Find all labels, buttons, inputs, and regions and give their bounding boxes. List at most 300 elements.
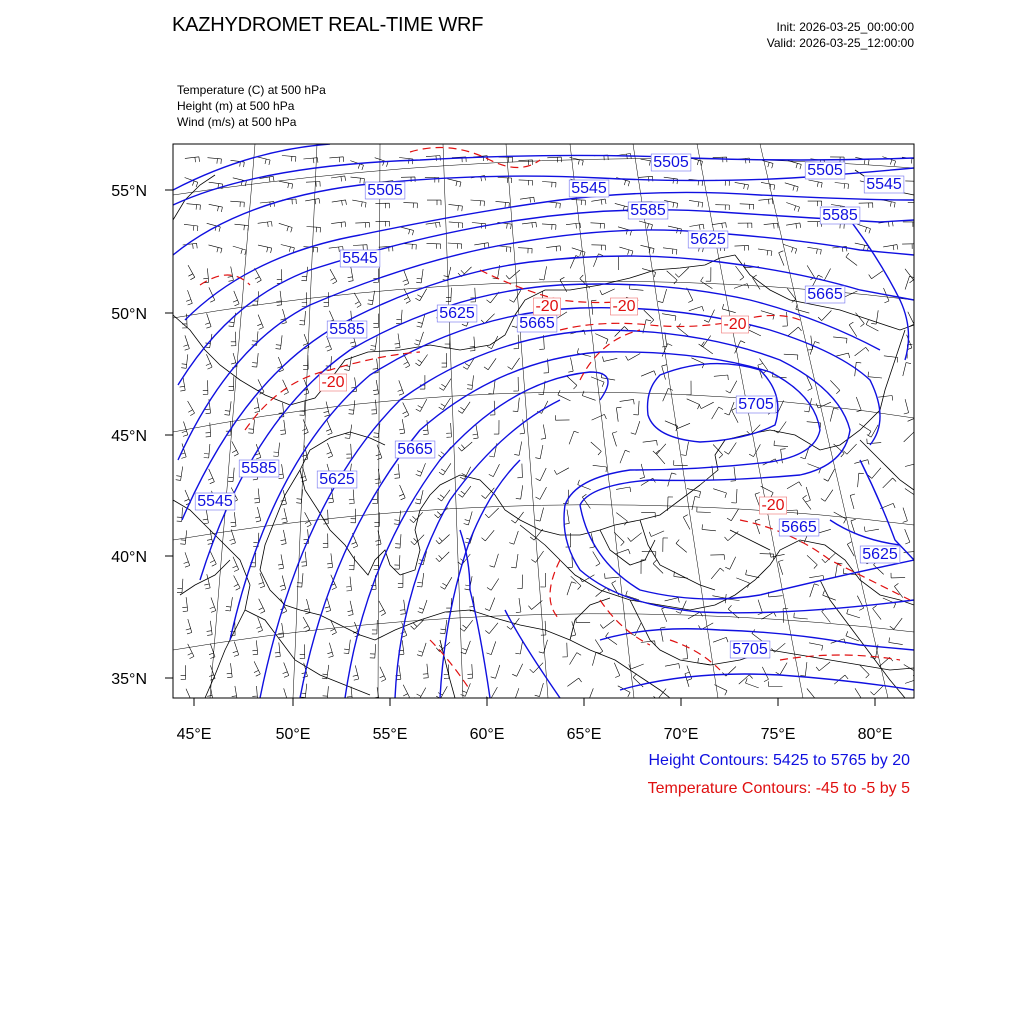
height-label: 5705	[732, 641, 768, 658]
wind-barb	[257, 315, 263, 330]
wind-barb	[374, 556, 379, 570]
temperature-contours	[200, 148, 910, 691]
wind-barb	[591, 442, 602, 455]
wind-barb	[788, 161, 802, 170]
wind-barb	[520, 197, 535, 202]
wind-barb	[782, 312, 787, 326]
wind-barb	[461, 641, 471, 654]
wind-barb	[206, 423, 211, 437]
wind-barb	[354, 293, 361, 308]
wind-barb	[528, 601, 542, 610]
wind-barb	[662, 332, 667, 347]
wind-barb	[640, 464, 645, 479]
wind-barb	[442, 353, 447, 367]
temperature-legend: Temperature Contours: -45 to -5 by 5	[647, 780, 910, 797]
wind-barb	[254, 661, 260, 676]
lon-label: 45°E	[176, 726, 212, 743]
wind-barb	[591, 223, 605, 229]
wind-barb	[903, 508, 908, 523]
wind-barb	[326, 420, 332, 435]
wind-barb	[231, 512, 237, 526]
wind-barb	[535, 445, 543, 459]
height-label: 5545	[197, 493, 233, 510]
wind-barb	[494, 420, 499, 434]
wind-barb	[368, 291, 375, 305]
wind-barb	[760, 554, 774, 560]
wind-barb	[467, 375, 474, 389]
wind-barb	[485, 598, 495, 611]
wind-barb	[514, 442, 522, 456]
wind-barb	[736, 266, 744, 280]
wind-barb	[571, 200, 585, 206]
wind-barb	[785, 183, 798, 192]
wind-barb	[281, 530, 287, 545]
wind-barb	[416, 463, 426, 476]
wind-barb	[350, 161, 363, 170]
wind-barb	[706, 267, 711, 281]
wind-barb	[821, 490, 833, 502]
wind-barb	[727, 509, 739, 521]
field-height: Height (m) at 500 hPa	[177, 99, 295, 113]
wind-barb	[404, 289, 411, 304]
wind-barb	[275, 643, 280, 657]
wind-barb	[436, 552, 449, 562]
wind-barb	[760, 160, 774, 169]
wind-barb	[725, 557, 736, 570]
wind-barb	[626, 354, 641, 361]
wind-barb	[740, 204, 754, 210]
wind-barb	[205, 313, 211, 328]
wind-barb	[542, 224, 556, 230]
wind-barb	[344, 640, 351, 654]
lat-label: 45°N	[111, 428, 147, 445]
wind-barb	[332, 200, 347, 206]
wind-barb	[781, 449, 786, 464]
wind-barb	[824, 469, 835, 481]
wind-barb	[513, 398, 520, 412]
wind-barb	[373, 380, 379, 395]
wind-barb	[489, 443, 497, 457]
wind-barb	[847, 609, 860, 618]
wind-barb	[329, 157, 343, 162]
wind-barb	[398, 573, 403, 587]
wind-barb	[273, 443, 280, 457]
wind-barb	[517, 575, 522, 589]
wind-barb	[497, 246, 511, 253]
wind-barb	[806, 487, 811, 502]
wind-barb	[281, 245, 295, 253]
wind-barb	[235, 224, 249, 230]
wind-barb	[373, 314, 378, 328]
wind-barb	[663, 248, 677, 255]
height-label: 5625	[319, 471, 355, 488]
wind-barb	[283, 663, 289, 678]
wind-barb	[764, 223, 778, 228]
wind-barb	[403, 270, 409, 285]
wind-barb	[331, 176, 346, 182]
wind-barb	[905, 181, 919, 186]
wind-barb	[415, 490, 423, 504]
wind-barb	[784, 244, 797, 253]
height-label: 5585	[630, 202, 666, 219]
wind-barb	[889, 638, 903, 645]
wind-barb	[257, 617, 263, 632]
height-label: 5625	[439, 305, 475, 322]
height-label: 5625	[690, 231, 726, 248]
wind-barb	[712, 407, 723, 419]
wind-barb	[187, 204, 201, 210]
wind-barb	[464, 511, 473, 525]
wind-barb	[643, 440, 658, 445]
wind-barb	[426, 222, 441, 228]
wind-barb	[759, 199, 773, 204]
wind-barb	[438, 447, 451, 458]
wind-barb	[439, 379, 451, 391]
wind-barb	[746, 570, 760, 578]
wind-barb	[416, 269, 423, 283]
wind-barb	[204, 574, 210, 589]
wind-barb	[228, 267, 234, 282]
wind-barb	[541, 621, 546, 635]
wind-barb	[571, 576, 581, 589]
wind-barb	[711, 568, 724, 579]
wind-barb	[676, 540, 687, 553]
wind-barb	[449, 204, 463, 211]
lon-labels	[177, 726, 893, 743]
lat-label: 55°N	[111, 183, 147, 200]
wind-barb	[484, 358, 496, 370]
wind-barb	[784, 354, 798, 360]
init-time: Init: 2026-03-25_00:00:00	[776, 20, 914, 34]
wind-barb	[663, 538, 668, 552]
wind-barb	[809, 643, 823, 651]
wind-barb	[905, 679, 920, 684]
wind-barb	[878, 396, 892, 401]
wind-barb	[348, 601, 354, 616]
wind-barb	[903, 363, 911, 377]
wind-barb	[470, 337, 475, 351]
wind-barb	[562, 643, 567, 657]
wind-barb	[600, 289, 615, 295]
wind-barb	[184, 552, 190, 567]
wind-barb	[349, 490, 354, 504]
wind-barb	[618, 256, 623, 270]
wind-barb	[676, 601, 686, 614]
wind-barb	[835, 183, 849, 190]
wind-barb	[305, 199, 320, 205]
wind-barb	[276, 335, 283, 349]
height-legend: Height Contours: 5425 to 5765 by 20	[648, 752, 910, 769]
wind-barb	[734, 284, 749, 289]
wind-barb	[420, 375, 425, 389]
wind-barb	[515, 640, 522, 654]
wind-barb	[403, 685, 409, 700]
wind-barb	[712, 223, 727, 229]
wind-barb	[471, 200, 485, 206]
wind-barb	[233, 291, 239, 306]
wind-barb	[440, 620, 447, 634]
wind-barb	[183, 335, 189, 350]
wind-barb	[692, 496, 700, 510]
lon-label: 60°E	[469, 726, 505, 743]
lon-label: 75°E	[760, 726, 796, 743]
wind-barb	[691, 358, 704, 368]
wind-barb	[846, 253, 857, 266]
wind-barb	[762, 612, 777, 619]
wind-barb	[808, 201, 822, 206]
wind-barb	[668, 473, 677, 487]
wind-barb	[675, 268, 689, 278]
wind-barb	[203, 380, 208, 394]
wind-barb	[399, 419, 405, 434]
wind-barb	[277, 269, 282, 283]
wind-barb	[209, 204, 223, 212]
wind-barb	[713, 489, 726, 498]
wind-barb	[482, 488, 495, 499]
wind-barb	[807, 247, 821, 254]
wind-barb	[566, 223, 581, 229]
wind-barb	[327, 643, 333, 658]
wind-barb	[487, 579, 499, 591]
wind-barb	[539, 266, 547, 280]
wind-barb	[279, 181, 293, 189]
wind-barb	[830, 408, 838, 422]
wind-barb	[713, 637, 728, 642]
wind-barb	[855, 688, 863, 703]
height-label: 5665	[519, 315, 555, 332]
wind-barb	[348, 267, 354, 282]
wind-barb	[761, 182, 775, 190]
wind-barb	[612, 432, 617, 447]
wind-barb	[808, 222, 822, 227]
wind-barb	[905, 489, 917, 501]
wind-barb	[461, 683, 471, 696]
wind-barb	[658, 289, 667, 303]
wind-barb	[547, 157, 561, 162]
wind-barb	[788, 327, 802, 336]
wind-barb	[605, 573, 619, 578]
temp-label: -20	[321, 374, 345, 391]
wind-barb	[546, 246, 561, 252]
wind-barb	[555, 415, 569, 420]
wind-barb	[687, 399, 700, 409]
wind-barb	[869, 271, 883, 279]
wind-barb	[870, 685, 883, 695]
wind-barb	[486, 687, 497, 699]
wind-barb	[305, 512, 312, 527]
wind-barb	[724, 402, 734, 415]
wind-barb	[724, 443, 736, 455]
wind-barb	[207, 621, 213, 636]
height-label: 5665	[807, 286, 843, 303]
wind-barb	[259, 599, 265, 614]
wind-barb	[379, 601, 386, 616]
wind-barb	[758, 249, 772, 256]
wind-barb	[323, 534, 328, 548]
wind-barb	[883, 478, 896, 488]
wind-barb	[830, 380, 840, 394]
wind-barb	[856, 313, 865, 327]
height-label: 5505	[367, 182, 403, 199]
wind-barb	[882, 200, 896, 208]
wind-barb	[303, 617, 310, 632]
wind-barb	[417, 643, 426, 656]
wind-barb	[485, 508, 499, 518]
wind-barb	[665, 598, 680, 603]
wind-barb	[252, 640, 257, 654]
wind-barb	[512, 664, 523, 677]
wind-barb	[810, 584, 819, 597]
wind-barb	[400, 600, 406, 615]
wind-barb	[458, 486, 471, 497]
field-temperature: Temperature (C) at 500 hPa	[177, 83, 326, 97]
wind-barb	[542, 182, 556, 188]
wind-barb	[715, 205, 729, 210]
wind-barb	[306, 182, 320, 187]
wind-barb	[324, 402, 330, 417]
wind-barb	[467, 664, 472, 678]
wind-barb	[210, 551, 216, 566]
wind-barb	[182, 597, 188, 611]
wind-barb	[188, 265, 195, 280]
wind-barb	[905, 269, 914, 283]
wind-barb	[375, 203, 389, 208]
wind-barb	[678, 324, 689, 337]
wind-barb	[347, 687, 352, 701]
wind-barb	[255, 507, 261, 522]
wind-barb	[395, 534, 401, 548]
wind-barb	[300, 644, 305, 658]
wind-barb	[416, 399, 427, 411]
temp-label: -20	[535, 298, 559, 315]
wind-barb	[227, 663, 233, 677]
wind-barb	[558, 390, 571, 401]
wind-barb	[908, 203, 922, 208]
wind-barb	[904, 399, 909, 414]
height-label: 5545	[866, 176, 902, 193]
wind-barb	[355, 222, 369, 227]
wind-barb	[417, 573, 424, 587]
wind-barb	[535, 508, 543, 521]
lat-label: 50°N	[111, 306, 147, 323]
wind-barb	[371, 400, 376, 414]
wind-barb	[833, 337, 847, 343]
wind-barb	[665, 664, 680, 669]
wind-barb	[414, 332, 423, 345]
wind-barb	[908, 312, 914, 327]
height-label: 5665	[781, 519, 817, 536]
wind-barb	[280, 420, 286, 435]
wind-barb	[410, 512, 423, 523]
wind-barb	[689, 306, 704, 311]
wind-barb	[346, 444, 351, 458]
wind-barb	[188, 644, 194, 659]
temp-label: -20	[612, 298, 636, 315]
wind-barb	[208, 158, 222, 164]
wind-barb	[396, 310, 402, 324]
wind-barb	[641, 245, 655, 253]
wind-barb	[905, 463, 920, 468]
wind-barb	[278, 554, 284, 569]
wind-barb	[629, 664, 644, 669]
wind-barb	[327, 553, 333, 567]
wind-barb	[499, 157, 513, 162]
wind-barb	[436, 535, 450, 545]
wind-barb	[891, 573, 905, 578]
wind-barb	[182, 422, 188, 437]
wind-barb	[546, 202, 560, 209]
wind-barb	[372, 620, 377, 634]
wind-barb	[203, 268, 208, 282]
wind-barb	[890, 618, 902, 629]
wind-barb	[735, 182, 749, 189]
wind-barb	[779, 251, 784, 266]
wind-barb	[352, 200, 366, 207]
height-label: 5505	[807, 162, 843, 179]
wind-barb	[210, 598, 216, 613]
wind-barb	[460, 620, 473, 631]
wind-barb	[883, 245, 898, 250]
wind-barb	[642, 269, 656, 277]
wind-barb	[230, 201, 244, 207]
wind-barb	[458, 442, 472, 451]
wind-barb	[176, 467, 183, 481]
wind-barb	[567, 678, 581, 686]
wind-barbs	[176, 154, 923, 704]
wind-barb	[584, 688, 594, 701]
wind-barb	[822, 608, 831, 622]
wind-barb	[603, 357, 618, 362]
wind-barb	[370, 644, 376, 658]
wind-barb	[699, 402, 714, 408]
wind-barb	[180, 530, 187, 544]
wind-barb	[233, 642, 239, 657]
wind-barb	[400, 227, 414, 235]
lat-labels	[111, 183, 147, 688]
wind-barb	[188, 401, 195, 416]
wind-barb	[855, 157, 869, 164]
wind-barb	[446, 423, 451, 437]
wind-barb	[857, 596, 863, 611]
wind-barb	[224, 401, 231, 415]
wind-barb	[427, 243, 441, 249]
wind-barb	[449, 222, 463, 228]
wind-barb	[620, 399, 635, 404]
wind-barb	[282, 156, 296, 162]
wind-barb	[903, 222, 917, 227]
wind-barb	[415, 355, 427, 366]
wind-barb	[522, 222, 537, 228]
wind-barb	[699, 336, 711, 347]
wind-barb	[186, 689, 192, 704]
wind-barb	[641, 371, 656, 376]
wind-barb	[511, 554, 518, 568]
wind-barb	[600, 620, 614, 628]
wind-barb	[726, 381, 737, 393]
wind-barb	[905, 529, 910, 544]
wind-barb	[374, 687, 380, 702]
wind-barb	[208, 469, 214, 484]
wind-barb	[568, 358, 573, 373]
wind-barb	[438, 490, 450, 501]
wind-barb	[800, 662, 807, 676]
wind-barb	[834, 512, 846, 523]
height-label: 5545	[571, 180, 607, 197]
wind-barb	[864, 527, 879, 532]
wind-barb	[808, 336, 813, 351]
wind-barb	[282, 688, 288, 703]
wind-barb	[859, 424, 871, 436]
